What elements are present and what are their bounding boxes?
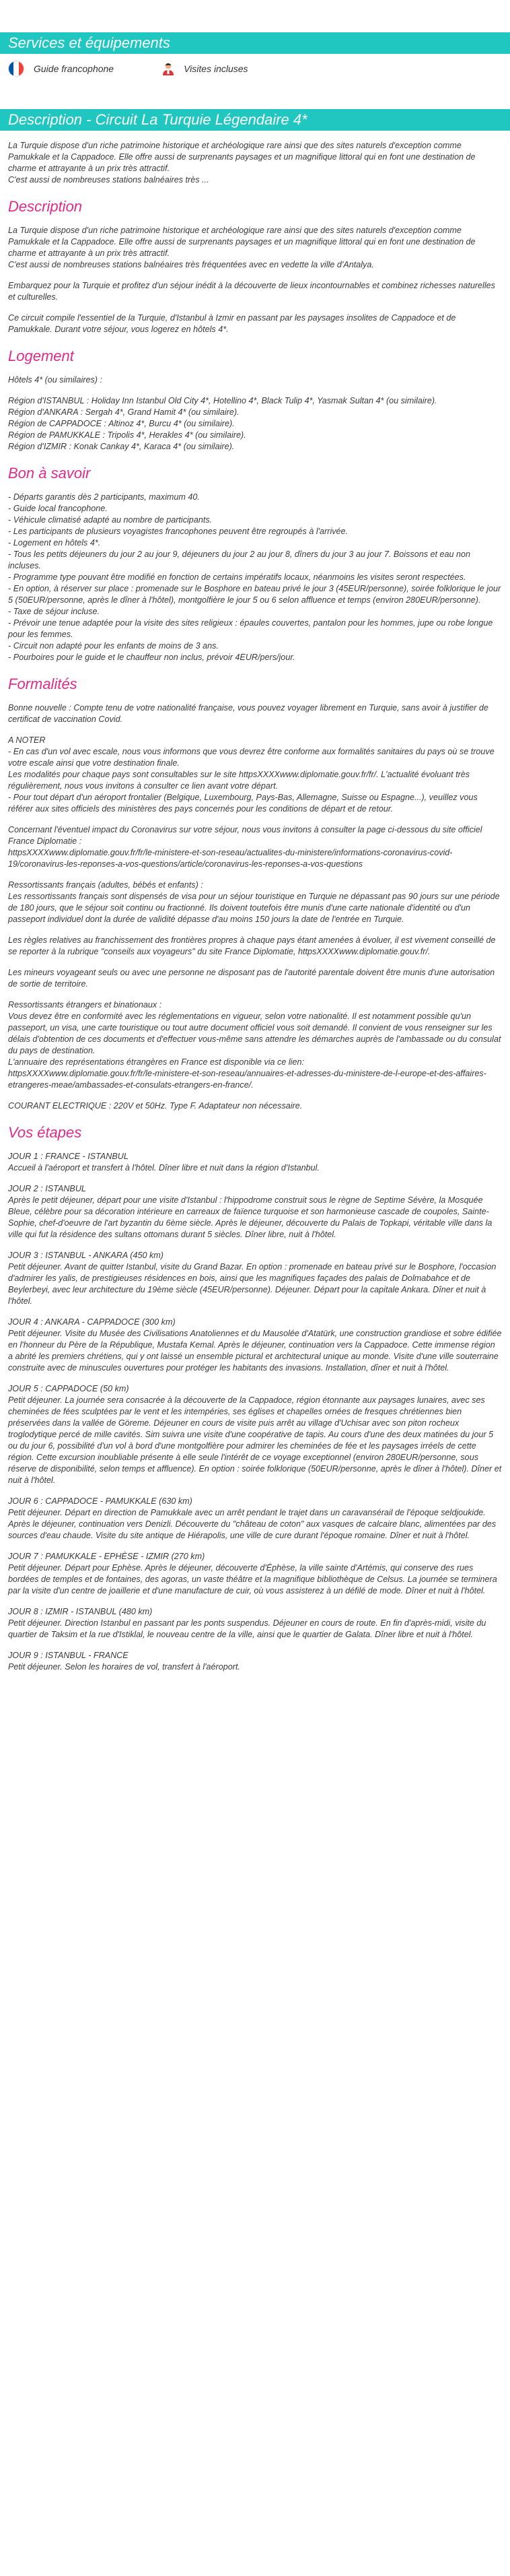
paragraph: - Les participants de plusieurs voyagistes francophones peuvent être regroupés à l'arrivée. (8, 527, 349, 536)
day-item (8, 1606, 502, 1641)
formalites-heading: Formalités (8, 675, 77, 692)
day-title: JOUR 9 : ISTANBUL - FRANCE (8, 1651, 129, 1660)
services-row (0, 54, 510, 86)
day-text: Petit déjeuner. Selon les horaires de vol, transfert à l'aéroport. (8, 1662, 240, 1672)
day-text: Accueil à l'aéroport et transfert à l'hôtel. Dîner libre et nuit dans la région d'Istanbul. (8, 1163, 320, 1173)
day-text: Petit déjeuner. Direction Istanbul en passant par les ponts suspendus. Déjeuner en cours de route. En fin d'après-midi, visite du quartier de Taksim et la rue d'Istiklal, le nouveau centre de la ville, ainsi que le quartier de Galata. Dîner libre et nuit à l'hôtel. (8, 1618, 486, 1639)
day-item (8, 1496, 502, 1542)
paragraph: - Tous les petits déjeuners du jour 2 au jour 9, déjeuners du jour 2 au jour 8, dîners du jour 3 au jour 7. Boissons et eau non incluses. (8, 550, 471, 570)
day-text: Après le petit déjeuner, départ pour une visite d'Istanbul : l'hippodrome construit sous le règne de Septime Sévère, la Mosquée Bleue, célèbre pour sa décoration intérieure en carreaux de faïence turquoise et son harmonieuse cascade de coupoles, Sainte-Sophie, chef-d'oeuvre de l'art byzantin du 6ème siècle. Après le déjeuner, découverte du Palais de Topkapi, véritable ville dans la ville qui fut la résidence des sultans ottomans durant 5 siècles. Dîner libre, nuit à l'hôtel. (8, 1195, 493, 1239)
day-spacer (8, 1673, 502, 1682)
paragraph-spacer (8, 990, 502, 999)
day-item (8, 1317, 502, 1374)
logement-block (8, 374, 502, 453)
day-title: JOUR 3 : ISTANBUL - ANKARA (450 km) (8, 1251, 163, 1260)
paragraph-spacer (8, 303, 502, 312)
day-item (8, 1551, 502, 1597)
day-text: Petit déjeuner. Avant de quitter Istanbul, visite du Grand Bazar. En option : promenade en bateau privé sur le Bosphore, l'occasion d'admirer les yalis, de prestigieuses résidences en bois, ainsi que les magnifiques façades des palais de Dolmabahce et de Beylerbeyi, avec leur architecture du 19ème siècle (45EUR/personne). Déjeuner. Départ pour la capitale Ankara. Dîner et nuit à l'hôtel. (8, 1262, 497, 1306)
day-title: JOUR 7 : PAMUKKALE - EPHÈSE - IZMIR (270 km) (8, 1552, 205, 1561)
day-spacer (8, 1374, 502, 1383)
paragraph: A NOTER (8, 735, 46, 745)
paragraph: - Logement en hôtels 4*. (8, 538, 101, 548)
paragraph: Région d'ISTANBUL : Holiday Inn Istanbul Old City 4*, Hotellino 4*, Black Tulip 4*, Yasmak Sultan 4* (ou similaire). (8, 396, 437, 405)
paragraph: - Prévoir une tenue adaptée pour la visite des sites religieux : épaules couvertes, pantalon pour les hommes, jupe ou robe longue pour les femmes. (8, 618, 493, 639)
intro-paragraph: La Turquie dispose d'un riche patrimoine historique et archéologique rare ainsi que des sites naturels d'exception comme Pamukkale et la Cappadoce. Elle offre aussi de surprenants paysages et un magnifique littoral qui en font une destination de charme et attrayante à un prix très attractif. (8, 141, 476, 173)
paragraph: Vous devez être en conformité avec les réglementations en vigueur, selon votre nationalité. Il est notamment possible qu'un passeport, un visa, une carte touristique ou tout autre document officiel vous soit demandé. Il convient de vous renseigner sur les délais d'obtention de ces documents et d'effectuer vous-même sans attendre les démarches auprès de l'ambassade ou du consulat du pays de destination. (8, 1012, 501, 1055)
paragraph: Les règles relatives au franchissement des frontières propres à chaque pays étant amenées à évoluer, il est vivement conseillé de se reporter à la rubrique "conseils aux voyageurs" du site France Diplomatie, httpsXXXXwww.diplomatie.gouv.fr/. (8, 935, 496, 956)
services-bar (0, 32, 510, 54)
service-item-visits (161, 61, 248, 76)
day-item (8, 1151, 502, 1174)
paragraph: Ressortissants français (adultes, bébés et enfants) : (8, 880, 203, 890)
day-item (8, 1183, 502, 1241)
french-flag-icon (8, 61, 24, 77)
day-spacer (8, 1241, 502, 1250)
paragraph: Hôtels 4* (ou similaires) : (8, 375, 102, 385)
paragraph: Région de CAPPADOCE : Altinoz 4*, Burcu 4* (ou similaire). (8, 419, 235, 428)
paragraph: - Pour tout départ d'un aéroport frontalier (Belgique, Luxembourg, Pays-Bas, Allemagne, Suisse ou Espagne...), veuillez vous référer aux sites officiels des ministères des pays concernés pour les conditions de départ et de retour. (8, 793, 478, 814)
paragraph-spacer (8, 958, 502, 967)
paragraph-spacer (8, 1091, 502, 1100)
paragraph: - Programme type pouvant être modifié en fonction de certains impératifs locaux, néanmoins les visites seront respectées. (8, 572, 466, 582)
page (0, 32, 510, 1682)
day-spacer (8, 1174, 502, 1183)
services-title: Services et équipements (8, 34, 170, 51)
intro-paragraph: C'est aussi de nombreuses stations balnéaires très ... (8, 175, 209, 185)
day-item (8, 1383, 502, 1486)
bon-a-savoir-heading: Bon à savoir (8, 465, 91, 482)
paragraph: - En cas d'un vol avec escale, nous vous informons que vous devrez être conforme aux formalités sanitaires du pays où se trouve votre escale ainsi que votre destination finale. (8, 747, 495, 768)
day-spacer (8, 1641, 502, 1650)
paragraph: COURANT ELECTRIQUE : 220V et 50Hz. Type F. Adaptateur non nécessaire. (8, 1101, 303, 1111)
description-bar (0, 109, 510, 131)
etapes-heading: Vos étapes (8, 1124, 82, 1141)
day-title: JOUR 1 : FRANCE - ISTANBUL (8, 1152, 129, 1161)
day-spacer (8, 1542, 502, 1551)
paragraph-spacer (8, 815, 502, 824)
paragraph: - Taxe de séjour incluse. (8, 607, 100, 616)
intro-block (8, 140, 502, 186)
logement-heading: Logement (8, 348, 74, 364)
day-text: Petit déjeuner. Visite du Musée des Civilisations Anatoliennes et du Mausolée d'Atatürk, une construction grandiose et sobre édifiée en l'honneur du Père de la République, Mustafa Kemal. Après le déjeuner, continuation vers la Cappadoce. Cette immense région a abrité les premiers chrétiens, qui y ont laissé un ensemble pictural et architectural unique au monde. Visite d'une ville souterraine construite avec de minuscules ouvertures pour protéger les habitants des invasions. Installation, dîner et nuit à l'hôtel. (8, 1329, 502, 1373)
paragraph: Les modalités pour chaque pays sont consultables sur le site httpsXXXXwww.diplomatie.gouv.fr/fr/. L'actualité évoluant très régulièrement, nous vous invitons à consulter ce lien avant votre départ. (8, 770, 470, 791)
bon-a-savoir-block (8, 492, 502, 663)
paragraph-spacer (8, 925, 502, 935)
description-block (8, 225, 502, 335)
description-heading: Description (8, 198, 83, 215)
day-text: Petit déjeuner. Départ en direction de Pamukkale avec un arrêt pendant le trajet dans un caravansérail de l'époque seldjoukide. Après le déjeuner, continuation vers Denizli. Découverte du "château de coton" aux vasques de calcaire blanc, alimentées par des sources d'eau chaude. Visite du site antique de Hiérapolis, une ville de cure durant l'époque romaine. Dîner et nuit à l'hôtel. (8, 1508, 497, 1540)
description-bar-title: Description - Circuit La Turquie Légendaire 4* (8, 111, 307, 128)
paragraph: C'est aussi de nombreuses stations balnéaires très fréquentées avec en vedette la ville d'Antalya. (8, 260, 374, 269)
formalites-block (8, 702, 502, 1112)
paragraph: Les ressortissants français sont dispensés de visa pour un séjour touristique en Turquie ne dépassant pas 90 jours sur une période de 180 jours, que le séjour soit continu ou fractionné. Ils doivent toutefois être munis d'une carte nationale d'identité ou d'un passeport individuel dont la durée de validité dépasse d'au moins 150 jours la date de l'entrée en Turquie. (8, 892, 500, 924)
paragraph: Ressortissants étrangers et binationaux : (8, 1000, 162, 1010)
day-title: JOUR 8 : IZMIR - ISTANBUL (480 km) (8, 1607, 153, 1616)
paragraph-spacer (8, 870, 502, 880)
service-item-guide (8, 61, 114, 77)
paragraph: Région d'IZMIR : Konak Cankay 4*, Karaca 4* (ou similaire). (8, 442, 235, 451)
paragraph: - Circuit non adapté pour les enfants de moins de 3 ans. (8, 641, 219, 651)
paragraph: Ce circuit compile l'essentiel de la Turquie, d'Istanbul à Izmir en passant par les paysages insolites de Cappadoce et de Pamukkale. Durant votre séjour, vous logerez en hôtels 4*. (8, 313, 456, 334)
paragraph: Les mineurs voyageant seuls ou avec une personne ne disposant pas de l'autorité parentale doivent être munis d'une autorisation de sortie de territoire. (8, 968, 495, 989)
day-item (8, 1250, 502, 1307)
day-spacer (8, 1486, 502, 1496)
day-spacer (8, 1307, 502, 1317)
paragraph: Embarquez pour la Turquie et profitez d'un séjour inédit à la découverte de lieux incontournables et combinez richesses naturelles et culturelles. (8, 281, 495, 302)
paragraph: Région d'ANKARA : Sergah 4*, Grand Hamit 4* (ou similaire). (8, 407, 240, 417)
day-text: Petit déjeuner. La journée sera consacrée à la découverte de la Cappadoce, région étonnante aux paysages lunaires, avec ses cheminées de fées sculptées par le vent et les intempéries, ses églises et chapelles ornées de fresques chrétiennes bien préservées dans la vallée de Göreme. Déjeuner en cours de visite puis arrêt au village d'Uchisar avec son piton rocheux troglodytique percé de mille cavités. Sim suivra une visite d'une coopérative de tapis. Au cours d'une des deux matinées du jour 5 ou du jour 6, possibilité d'un vol à bord d'une montgolfière pour admirer les cheminées de fée et les paysages irréels de cette région. Cette excursion inoubliable présente à elle seule l'intérêt de ce voyage exceptionnel (environ 280EUR/personne, sous réserve de disponibilité, selon temps et affluence). En option : soirée folklorique (50EUR/personne, après le dîner à l'hôtel). Dîner et nuit à l'hôtel. (8, 1395, 502, 1485)
paragraph-spacer (8, 386, 502, 395)
day-item (8, 1650, 502, 1673)
paragraph: Région de PAMUKKALE : Tripolis 4*, Herakles 4* (ou similaire). (8, 430, 246, 440)
paragraph: Concernant l'éventuel impact du Coronavirus sur votre séjour, nous vous invitons à consulter la page ci-dessous du site officiel France Diplomatie : (8, 825, 482, 846)
service-label: Guide francophone (34, 63, 114, 74)
paragraph: - Guide local francophone. (8, 504, 108, 513)
day-text: Petit déjeuner. Départ pour Ephèse. Après le déjeuner, découverte d'Éphèse, la ville sainte d'Artémis, qui conserve des rues bordées de temples et de fontaines, des agoras, un vaste théâtre et la magnifique bibliothèque de Celsus. La journée se terminera par la visite d'un centre de joaillerie et d'une manufacture de cuir, où vous assisterez à un défilé de mode. Dîner et nuit à l'hôtel. (8, 1563, 497, 1595)
service-label: Visites incluses (184, 63, 248, 74)
paragraph-spacer (8, 271, 502, 280)
paragraph: Bonne nouvelle : Compte tenu de votre nationalité française, vous pouvez voyager librement en Turquie, sans avoir à justifier de certificat de vaccination Covid. (8, 703, 488, 724)
paragraph: - Véhicule climatisé adapté au nombre de participants. (8, 515, 213, 525)
paragraph: - Départs garantis dès 2 participants, maximum 40. (8, 492, 200, 502)
etapes-block (8, 1151, 502, 1682)
paragraph: L'annuaire des représentations étrangères en France est disponible via ce lien: (8, 1057, 304, 1067)
day-title: JOUR 2 : ISTANBUL (8, 1184, 86, 1193)
paragraph: httpsXXXXwww.diplomatie.gouv.fr/fr/le-ministere-et-son-reseau/actualites-du-ministere/informations-coronavirus-covid-19/coronavirus-les-reponses-a-vos-questions/article/coronavirus-les-reponses-a-vos-questions (8, 848, 453, 869)
paragraph-spacer (8, 725, 502, 735)
day-spacer (8, 1597, 502, 1606)
paragraph: - En option, à réserver sur place : promenade sur le Bosphore en bateau privé le jour 3 (45EUR/personne), soirée folklorique le jour 5 (50EUR/personne, après le dîner à l'hôtel), montgolfière le jour 5 ou 6 selon affluence et temps (environ 280EUR/personne). (8, 584, 501, 605)
paragraph: httpsXXXXwww.diplomatie.gouv.fr/fr/le-ministere-et-son-reseau/annuaires-et-adresses-du-ministere-de-l-europe-et-des-affaires-etrangeres-meae/ambassades-et-consulats-etrangers-en-france/. (8, 1069, 486, 1090)
guide-person-icon (161, 61, 176, 76)
content (0, 140, 510, 1682)
day-title: JOUR 6 : CAPPADOCE - PAMUKKALE (630 km) (8, 1496, 192, 1506)
paragraph: - Pourboires pour le guide et le chauffeur non inclus, prévoir 4EUR/pers/jour. (8, 653, 295, 662)
day-title: JOUR 4 : ANKARA - CAPPADOCE (300 km) (8, 1317, 176, 1327)
day-title: JOUR 5 : CAPPADOCE (50 km) (8, 1384, 129, 1393)
paragraph: La Turquie dispose d'un riche patrimoine historique et archéologique rare ainsi que des sites naturels d'exception comme Pamukkale et la Cappadoce. Elle offre aussi de surprenants paysages et un magnifique littoral qui en font une destination de charme et attrayante à un prix très attractif. (8, 226, 476, 258)
